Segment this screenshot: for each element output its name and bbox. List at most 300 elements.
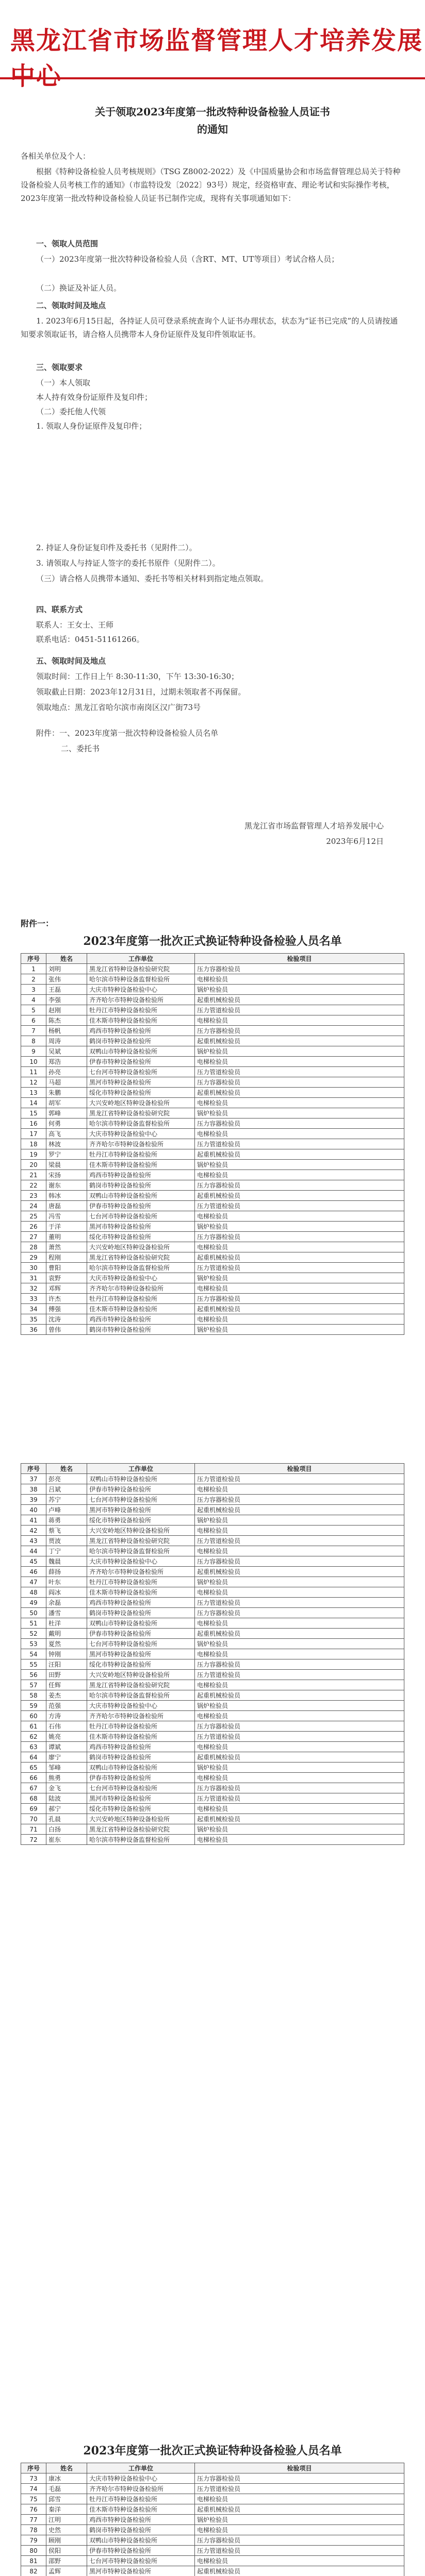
table-cell: 佳木斯市特种设备检验所 — [87, 1587, 195, 1598]
table-cell: 82 — [21, 2566, 46, 2576]
table-cell: 16 — [21, 1118, 46, 1129]
table-cell: 起重机械检验员 — [195, 2504, 404, 2515]
table-row — [21, 2546, 404, 2556]
table-cell: 电梯检验员 — [195, 1170, 404, 1180]
table-cell: 27 — [21, 1232, 46, 1242]
table-cell: 绥化市特种设备检验所 — [87, 1804, 195, 1814]
table-cell: 齐齐哈尔市特种设备检验所 — [87, 1711, 195, 1721]
table-cell: 唐磊 — [46, 1201, 87, 1211]
table-cell: 起重机械检验员 — [195, 1149, 404, 1160]
table-cell: 电梯检验员 — [195, 1618, 404, 1629]
table-cell: 压力容器检验员 — [195, 1232, 404, 1242]
table-cell: 6 — [21, 1015, 46, 1026]
table-cell: 毛磊 — [46, 2484, 87, 2494]
table-row — [21, 2566, 404, 2576]
table-cell: 7 — [21, 1026, 46, 1036]
table-cell: 19 — [21, 1149, 46, 1160]
table-cell: 1 — [21, 964, 46, 974]
table-cell: 七台河市特种设备检验所 — [87, 1783, 195, 1793]
table-cell: 于洋 — [46, 1222, 87, 1232]
table-cell: 绥化市特种设备检验所 — [87, 1088, 195, 1098]
table-cell: 戴明 — [46, 1629, 87, 1639]
table-cell: 佳木斯市特种设备检验所 — [87, 1732, 195, 1742]
table-cell: 史然 — [46, 2525, 87, 2535]
table-cell: 卢峰 — [46, 1505, 87, 1515]
table-cell: 阎冰 — [46, 1587, 87, 1598]
attachment-list-1: 附件：一、2023年度第一批次特种设备检验人员名单 — [36, 728, 219, 738]
table-cell: 压力容器检验员 — [195, 2535, 404, 2546]
table-cell: 黑龙江省特种设备检验研究院 — [87, 1252, 195, 1263]
table-cell: 蔡飞 — [46, 1526, 87, 1536]
column-header: 姓名 — [46, 2463, 87, 2473]
table-cell: 55 — [21, 1659, 46, 1670]
table-cell: 75 — [21, 2494, 46, 2504]
table-row — [21, 964, 404, 974]
table-row — [21, 1608, 404, 1618]
table-row — [21, 2473, 404, 2484]
table-row — [21, 1567, 404, 1577]
table-cell: 43 — [21, 1536, 46, 1546]
table-cell: 王磊 — [46, 985, 87, 995]
table-cell: 电梯检验员 — [195, 1711, 404, 1721]
table-cell: 28 — [21, 1242, 46, 1252]
table-cell: 33 — [21, 1294, 46, 1304]
table-cell: 17 — [21, 1129, 46, 1139]
table-cell: 牡丹江市特种设备检验所 — [87, 2494, 195, 2504]
table-cell: 七台河市特种设备检验所 — [87, 1639, 195, 1649]
table-cell: 汪阳 — [46, 1659, 87, 1670]
table-cell: 压力容器检验员 — [195, 1495, 404, 1505]
table-cell: 41 — [21, 1515, 46, 1526]
section-heading-2: 二、领取时间及地点 — [36, 301, 106, 310]
table-cell: 电梯检验员 — [195, 1484, 404, 1495]
table-row — [21, 1773, 404, 1783]
table-row — [21, 1067, 404, 1077]
table-cell: 10 — [21, 1057, 46, 1067]
table-cell: 电梯检验员 — [195, 1835, 404, 1845]
req-item-3: （二）委托他人代领 — [36, 407, 106, 416]
table-row — [21, 1577, 404, 1587]
table-cell: 锅炉检验员 — [195, 1325, 404, 1335]
table-cell: 锅炉检验员 — [195, 1639, 404, 1649]
table-cell: 孟辉 — [46, 2566, 87, 2576]
table-cell: 压力容器检验员 — [195, 964, 404, 974]
table-row — [21, 1690, 404, 1701]
table-cell: 14 — [21, 1098, 46, 1108]
table-cell: 电梯检验员 — [195, 1680, 404, 1690]
table-row — [21, 1180, 404, 1191]
table-cell: 牡丹江市特种设备检验所 — [87, 1294, 195, 1304]
table-row — [21, 1098, 404, 1108]
table-cell: 郭峰 — [46, 1108, 87, 1118]
table-row — [21, 1629, 404, 1639]
table-cell: 七台河市特种设备检验所 — [87, 1067, 195, 1077]
table-cell: 大庆市特种设备检验中心 — [87, 1701, 195, 1711]
table-cell: 叶东 — [46, 1577, 87, 1587]
time-paragraph: 1. 2023年6月15日起，各持证人员可登录系统查询个人证书办理状态，状态为“证书已完成”的人员请按通知要求领取证书，请合格人员携带本人身份证原件及复印件领取证书。 — [21, 316, 398, 339]
table-cell: 电梯检验员 — [195, 2556, 404, 2566]
table-cell: 44 — [21, 1546, 46, 1556]
table-cell: 锅炉检验员 — [195, 1273, 404, 1283]
table-cell: 钟刚 — [46, 1649, 87, 1659]
table-cell: 黑河市特种设备检验所 — [87, 1649, 195, 1659]
table-cell: 51 — [21, 1618, 46, 1629]
table-cell: 79 — [21, 2535, 46, 2546]
table-row — [21, 2515, 404, 2525]
table-cell: 袁野 — [46, 1273, 87, 1283]
table-cell: 贾波 — [46, 1536, 87, 1546]
table-cell: 12 — [21, 1077, 46, 1088]
table-cell: 压力管道检验员 — [195, 1067, 404, 1077]
scope-item-1: （一）2023年度第一批次特种设备检验人员（含RT、MT、UT等项目）考试合格人员； — [36, 255, 339, 264]
table-cell: 苏宁 — [46, 1495, 87, 1505]
table-cell: 压力容器检验员 — [195, 1077, 404, 1088]
table-cell: 52 — [21, 1629, 46, 1639]
table-cell: 丁宁 — [46, 1546, 87, 1556]
table-cell: 孔晨 — [46, 1814, 87, 1824]
notice-title-line2: 的通知 — [197, 123, 228, 135]
table-cell: 孙亮 — [46, 1067, 87, 1077]
table-cell: 梁晨 — [46, 1160, 87, 1170]
table-header-row — [21, 1464, 404, 1474]
table-cell: 陆波 — [46, 1793, 87, 1804]
table-cell: 压力管道检验员 — [195, 1263, 404, 1273]
table-row — [21, 1129, 404, 1139]
table-cell: 76 — [21, 2504, 46, 2515]
notice-title-line1: 关于领取2023年度第一批改特种设备检验人员证书 — [95, 106, 330, 118]
table-cell: 大兴安岭地区特种设备检验所 — [87, 1242, 195, 1252]
table-cell: 30 — [21, 1263, 46, 1273]
table-cell: 宋扬 — [46, 1170, 87, 1180]
table-row — [21, 1721, 404, 1732]
table-cell: 大庆市特种设备检验中心 — [87, 1556, 195, 1567]
table-cell: 起重机械检验员 — [195, 1191, 404, 1201]
table-cell: 黑龙江省特种设备检验研究院 — [87, 1680, 195, 1690]
table-cell: 70 — [21, 1814, 46, 1824]
table-cell: 电梯检验员 — [195, 1283, 404, 1294]
table-row — [21, 1139, 404, 1149]
table-cell: 48 — [21, 1587, 46, 1598]
table-cell: 电梯检验员 — [195, 1546, 404, 1556]
table-row — [21, 1474, 404, 1484]
table-cell: 范强 — [46, 1701, 87, 1711]
table-cell: 压力容器检验员 — [195, 1026, 404, 1036]
table-cell: 萧然 — [46, 1242, 87, 1252]
table-cell: 哈尔滨市特种设备监督检验所 — [87, 1690, 195, 1701]
table-cell: 电梯检验员 — [195, 1804, 404, 1814]
table-cell: 伊春市特种设备检验所 — [87, 1057, 195, 1067]
table-cell: 哈尔滨市特种设备监督检验所 — [87, 1263, 195, 1273]
attachment-list-2: 二、委托书 — [61, 744, 100, 753]
table-cell: 压力管道检验员 — [195, 1732, 404, 1742]
table-cell: 马超 — [46, 1077, 87, 1088]
table-row — [21, 2484, 404, 2494]
table-cell: 42 — [21, 1526, 46, 1536]
table-cell: 七台河市特种设备检验所 — [87, 2556, 195, 2566]
table-cell: 哈尔滨市特种设备监督检验所 — [87, 1546, 195, 1556]
table-cell: 七台河市特种设备检验所 — [87, 1211, 195, 1222]
table-cell: 13 — [21, 1088, 46, 1098]
table-row — [21, 1515, 404, 1526]
table-cell: 50 — [21, 1608, 46, 1618]
table-cell: 罗宁 — [46, 1149, 87, 1160]
table-row — [21, 1232, 404, 1242]
table-cell: 康冰 — [46, 2473, 87, 2484]
table-row — [21, 1005, 404, 1015]
table-cell: 40 — [21, 1505, 46, 1515]
table-cell: 38 — [21, 1484, 46, 1495]
table-row — [21, 1732, 404, 1742]
table-cell: 锅炉检验员 — [195, 1701, 404, 1711]
table-cell: 吴斌 — [46, 1046, 87, 1057]
table-cell: 电梯检验员 — [195, 1242, 404, 1252]
table-cell: 起重机械检验员 — [195, 1505, 404, 1515]
table-row — [21, 2525, 404, 2535]
table-cell: 电梯检验员 — [195, 1057, 404, 1067]
table-cell: 黑河市特种设备检验所 — [87, 1222, 195, 1232]
table-cell: 69 — [21, 1804, 46, 1814]
table-row — [21, 1762, 404, 1773]
table-cell: 朱鹏 — [46, 1088, 87, 1098]
table-row — [21, 1160, 404, 1170]
table-cell: 伊春市特种设备检验所 — [87, 2546, 195, 2556]
table-cell: 潘雪 — [46, 1608, 87, 1618]
req-item-1: （一）本人领取 — [36, 378, 91, 387]
table-cell: 9 — [21, 1046, 46, 1057]
table-cell: 15 — [21, 1108, 46, 1118]
table-row — [21, 1659, 404, 1670]
table-cell: 3 — [21, 985, 46, 995]
signature-org: 黑龙江省市场监督管理人才培养发展中心 — [244, 821, 384, 831]
table-cell: 54 — [21, 1649, 46, 1659]
table-cell: 伊春市特种设备检验所 — [87, 1773, 195, 1783]
table-cell: 董明 — [46, 1232, 87, 1242]
table-cell: 压力容器检验员 — [195, 1608, 404, 1618]
table-cell: 鹤岗市特种设备检验所 — [87, 1752, 195, 1762]
table-cell: 李强 — [46, 995, 87, 1005]
table-cell: 电梯检验员 — [195, 1211, 404, 1222]
header-banner — [0, 0, 425, 91]
table-cell: 牡丹江市特种设备检验所 — [87, 1149, 195, 1160]
table-cell: 熊勇 — [46, 1773, 87, 1783]
table-cell: 双鸭山市特种设备检验所 — [87, 1618, 195, 1629]
table-cell: 73 — [21, 2473, 46, 2484]
column-header: 检验项目 — [195, 2463, 404, 2473]
table-cell: 齐齐哈尔市特种设备检验所 — [87, 1567, 195, 1577]
table-cell: 压力管道检验员 — [195, 1536, 404, 1546]
column-header: 检验项目 — [195, 1464, 404, 1474]
table-cell: 谭斌 — [46, 1742, 87, 1752]
table-cell: 起重机械检验员 — [195, 1252, 404, 1263]
table-cell: 夏然 — [46, 1639, 87, 1649]
table-cell: 锅炉检验员 — [195, 985, 404, 995]
table-cell: 61 — [21, 1721, 46, 1732]
table-cell: 双鸭山市特种设备检验所 — [87, 1762, 195, 1773]
table-cell: 佳木斯市特种设备检验所 — [87, 1304, 195, 1314]
table-cell: 81 — [21, 2556, 46, 2566]
table-cell: 压力容器检验员 — [195, 1294, 404, 1304]
table-cell: 沈涛 — [46, 1314, 87, 1325]
table-cell: 锅炉检验员 — [195, 1515, 404, 1526]
table-row — [21, 1587, 404, 1598]
table-row — [21, 1556, 404, 1567]
table-cell: 邱雪 — [46, 2494, 87, 2504]
column-header: 序号 — [21, 2463, 46, 2473]
table-cell: 大兴安岭地区特种设备检验所 — [87, 1670, 195, 1680]
table-cell: 45 — [21, 1556, 46, 1567]
table-cell: 哈尔滨市特种设备监督检验所 — [87, 1118, 195, 1129]
table-cell: 电梯检验员 — [195, 1314, 404, 1325]
table-cell: 伊春市特种设备检验所 — [87, 1629, 195, 1639]
table-cell: 压力管道检验员 — [195, 1598, 404, 1608]
table-row — [21, 1222, 404, 1232]
table-cell: 电梯检验员 — [195, 1742, 404, 1752]
notice-title — [21, 103, 404, 138]
req-item-2: 本人持有效身份证原件及复印件； — [36, 393, 153, 402]
table-row — [21, 1618, 404, 1629]
table-cell: 77 — [21, 2515, 46, 2525]
table-cell: 佳木斯市特种设备检验所 — [87, 2504, 195, 2515]
roster-table-3 — [21, 2463, 404, 2576]
table-row — [21, 1015, 404, 1026]
table-cell: 锅炉检验员 — [195, 2515, 404, 2525]
table-cell: 57 — [21, 1680, 46, 1690]
table-cell: 崔东 — [46, 1835, 87, 1845]
table-cell: 电梯检验员 — [195, 1098, 404, 1108]
table-cell: 起重机械检验员 — [195, 1567, 404, 1577]
table-cell: 大庆市特种设备检验中心 — [87, 1129, 195, 1139]
table-cell: 黑河市特种设备检验所 — [87, 1793, 195, 1804]
table-cell: 鹤岗市特种设备检验所 — [87, 1180, 195, 1191]
table-row — [21, 1201, 404, 1211]
table-cell: 压力管道检验员 — [195, 1139, 404, 1149]
table-cell: 邓辉 — [46, 1283, 87, 1294]
table-cell: 压力容器检验员 — [195, 1721, 404, 1732]
table-cell: 25 — [21, 1211, 46, 1222]
table-row — [21, 1088, 404, 1098]
banner-title: 黑龙江省市场监督管理人才培养发展中心 — [10, 26, 423, 91]
req-item-7: （三）请合格人员携带本通知、委托书等相关材料到指定地点领取。 — [36, 574, 269, 583]
contact-phone: 联系电话：0451-51161266。 — [36, 635, 144, 644]
table-cell: 起重机械检验员 — [195, 1304, 404, 1314]
table-cell: 彭亮 — [46, 1474, 87, 1484]
table-cell: 鹤岗市特种设备检验所 — [87, 2525, 195, 2535]
table-cell: 冯雪 — [46, 1211, 87, 1222]
table-cell: 大兴安岭地区特种设备检验所 — [87, 1814, 195, 1824]
table-cell: 大兴安岭地区特种设备检验所 — [87, 1526, 195, 1536]
table-row — [21, 1036, 404, 1046]
table-cell: 2 — [21, 974, 46, 985]
column-header: 序号 — [21, 1464, 46, 1474]
table-row — [21, 1325, 404, 1335]
table-cell: 双鸭山市特种设备检验所 — [87, 2535, 195, 2546]
table-cell: 起重机械检验员 — [195, 2566, 404, 2576]
table-cell: 大庆市特种设备检验中心 — [87, 2473, 195, 2484]
pickup-time: 领取时间：工作日上午 8:30-11:30，下午 13:30-16:30； — [36, 672, 239, 681]
table-cell: 起重机械检验员 — [195, 1814, 404, 1824]
table-row — [21, 1304, 404, 1314]
table-row — [21, 1752, 404, 1762]
table-cell: 赵刚 — [46, 1005, 87, 1015]
table-header-row — [21, 954, 404, 964]
table-cell: 74 — [21, 2484, 46, 2494]
table-cell: 黑龙江省特种设备检验研究院 — [87, 1824, 195, 1835]
table-cell: 电梯检验员 — [195, 1129, 404, 1139]
table-row — [21, 1814, 404, 1824]
table-row — [21, 1680, 404, 1690]
table-row — [21, 2494, 404, 2504]
roster-table-1 — [21, 953, 404, 1335]
table-cell: 傅强 — [46, 1304, 87, 1314]
table-cell: 廖宁 — [46, 1752, 87, 1762]
column-header: 工作单位 — [87, 1464, 195, 1474]
table-cell: 石伟 — [46, 1721, 87, 1732]
table-cell: 压力容器检验员 — [195, 1659, 404, 1670]
table-cell: 压力管道检验员 — [195, 2546, 404, 2556]
column-header: 姓名 — [46, 1464, 87, 1474]
table-cell: 71 — [21, 1824, 46, 1835]
table-cell: 起重机械检验员 — [195, 995, 404, 1005]
table-cell: 黑龙江省特种设备检验研究院 — [87, 1108, 195, 1118]
section-heading-5: 五、领取时间及地点 — [36, 656, 106, 666]
table-cell: 佳木斯市特种设备检验所 — [87, 1160, 195, 1170]
table-row — [21, 1263, 404, 1273]
table-cell: 曾伟 — [46, 1325, 87, 1335]
table-cell: 20 — [21, 1160, 46, 1170]
table-cell: 压力容器检验员 — [195, 1556, 404, 1567]
attachment1-title: 2023年度第一批次正式换证特种设备检验人员名单 — [83, 935, 342, 948]
table-cell: 刘明 — [46, 964, 87, 974]
table-row — [21, 1526, 404, 1536]
table-cell: 黑河市特种设备检验所 — [87, 1077, 195, 1088]
table-cell: 齐齐哈尔市特种设备检验所 — [87, 1283, 195, 1294]
table-cell: 起重机械检验员 — [195, 1088, 404, 1098]
table-cell: 鸡西市特种设备检验所 — [87, 2515, 195, 2525]
table-cell: 黑河市特种设备检验所 — [87, 2566, 195, 2576]
signature-date: 2023年6月12日 — [326, 837, 384, 846]
column-header: 检验项目 — [195, 954, 404, 964]
table-row — [21, 1536, 404, 1546]
table-cell: 56 — [21, 1670, 46, 1680]
table-row — [21, 1118, 404, 1129]
table-cell: 韩冰 — [46, 1191, 87, 1201]
table-cell: 高飞 — [46, 1129, 87, 1139]
table-cell: 起重机械检验员 — [195, 1752, 404, 1762]
table-cell: 22 — [21, 1180, 46, 1191]
table-cell: 金飞 — [46, 1783, 87, 1793]
table-row — [21, 1824, 404, 1835]
table-cell: 大庆市特种设备检验中心 — [87, 1273, 195, 1283]
table-cell: 压力管道检验员 — [195, 2484, 404, 2494]
table-cell: 齐齐哈尔市特种设备检验所 — [87, 995, 195, 1005]
section-heading-3: 三、领取要求 — [36, 363, 83, 372]
table-cell: 田野 — [46, 1670, 87, 1680]
table-cell: 18 — [21, 1139, 46, 1149]
table-row — [21, 1294, 404, 1304]
table-cell: 绥化市特种设备检验所 — [87, 1515, 195, 1526]
table-cell: 23 — [21, 1191, 46, 1201]
column-header: 工作单位 — [87, 954, 195, 964]
table-cell: 4 — [21, 995, 46, 1005]
table-cell: 压力管道检验员 — [195, 1201, 404, 1211]
table-cell: 68 — [21, 1793, 46, 1804]
table-row — [21, 1546, 404, 1556]
table-row — [21, 1783, 404, 1793]
table-row — [21, 1484, 404, 1495]
table-row — [21, 1077, 404, 1088]
table-row — [21, 1835, 404, 1845]
intro-paragraph: 根据《特种设备检验人员考核规则》（TSG Z8002-2022）及《中国质量协会和市场监督管理总局关于特种设备检验人员考核工作的通知》（市监特设发〔2022〕93号）规定，经资格审查、理论考试和实际操作考核，2023年度第一批改特种设备检验人员证书已制作完成，现将有关事项通知如下： — [21, 167, 401, 203]
